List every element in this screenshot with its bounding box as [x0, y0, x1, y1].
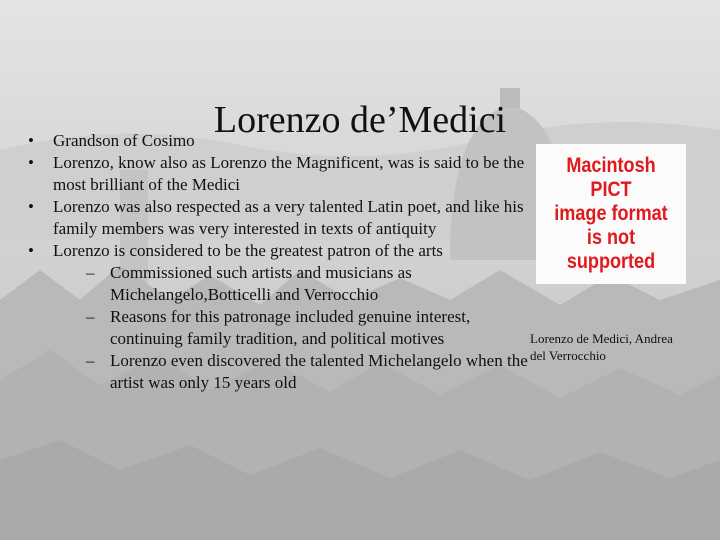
image-caption: Lorenzo de Medici, Andrea del Verrocchio: [530, 331, 673, 363]
bullet-glyph: •: [28, 153, 34, 172]
dash-glyph: –: [86, 263, 95, 282]
bullet-text: Grandson of Cosimo: [53, 131, 195, 150]
dash-glyph: –: [86, 307, 95, 326]
sub-bullet-item: [86, 350, 528, 394]
bullet-item: [28, 130, 528, 152]
sub-bullet-item: [86, 262, 528, 306]
bullet-glyph: •: [28, 131, 34, 150]
bullet-item: [28, 196, 528, 240]
sub-bullet-text: Reasons for this patronage included genuine interest, continuing family tradition, and political motives: [110, 307, 471, 348]
slide-title: Lorenzo de’Medici: [213, 99, 507, 142]
bullet-item: [28, 152, 528, 196]
bullet-text: Lorenzo, know also as Lorenzo the Magnificent, was is said to be the most brilliant of the Medici: [53, 153, 525, 194]
unsupported-image-placeholder: [536, 144, 686, 284]
placeholder-message: Macintosh PICT image format is not supported: [554, 154, 668, 273]
sub-bullet-text: Commissioned such artists and musicians as Michelangelo,Botticelli and Verrocchio: [110, 263, 412, 304]
bullet-glyph: •: [28, 197, 34, 216]
bullet-item: [28, 240, 528, 394]
sub-bullet-text: Lorenzo even discovered the talented Michelangelo when the artist was only 15 years old: [110, 351, 528, 392]
dash-glyph: –: [86, 351, 95, 370]
bullet-text: Lorenzo was also respected as a very talented Latin poet, and like his family members was very interested in texts of antiquity: [53, 197, 524, 238]
sub-bullet-item: [86, 306, 528, 350]
bullet-text: Lorenzo is considered to be the greatest patron of the arts: [53, 241, 443, 260]
sub-bullet-list: [53, 262, 528, 394]
bullet-list: [28, 130, 528, 394]
bullet-glyph: •: [28, 241, 34, 260]
